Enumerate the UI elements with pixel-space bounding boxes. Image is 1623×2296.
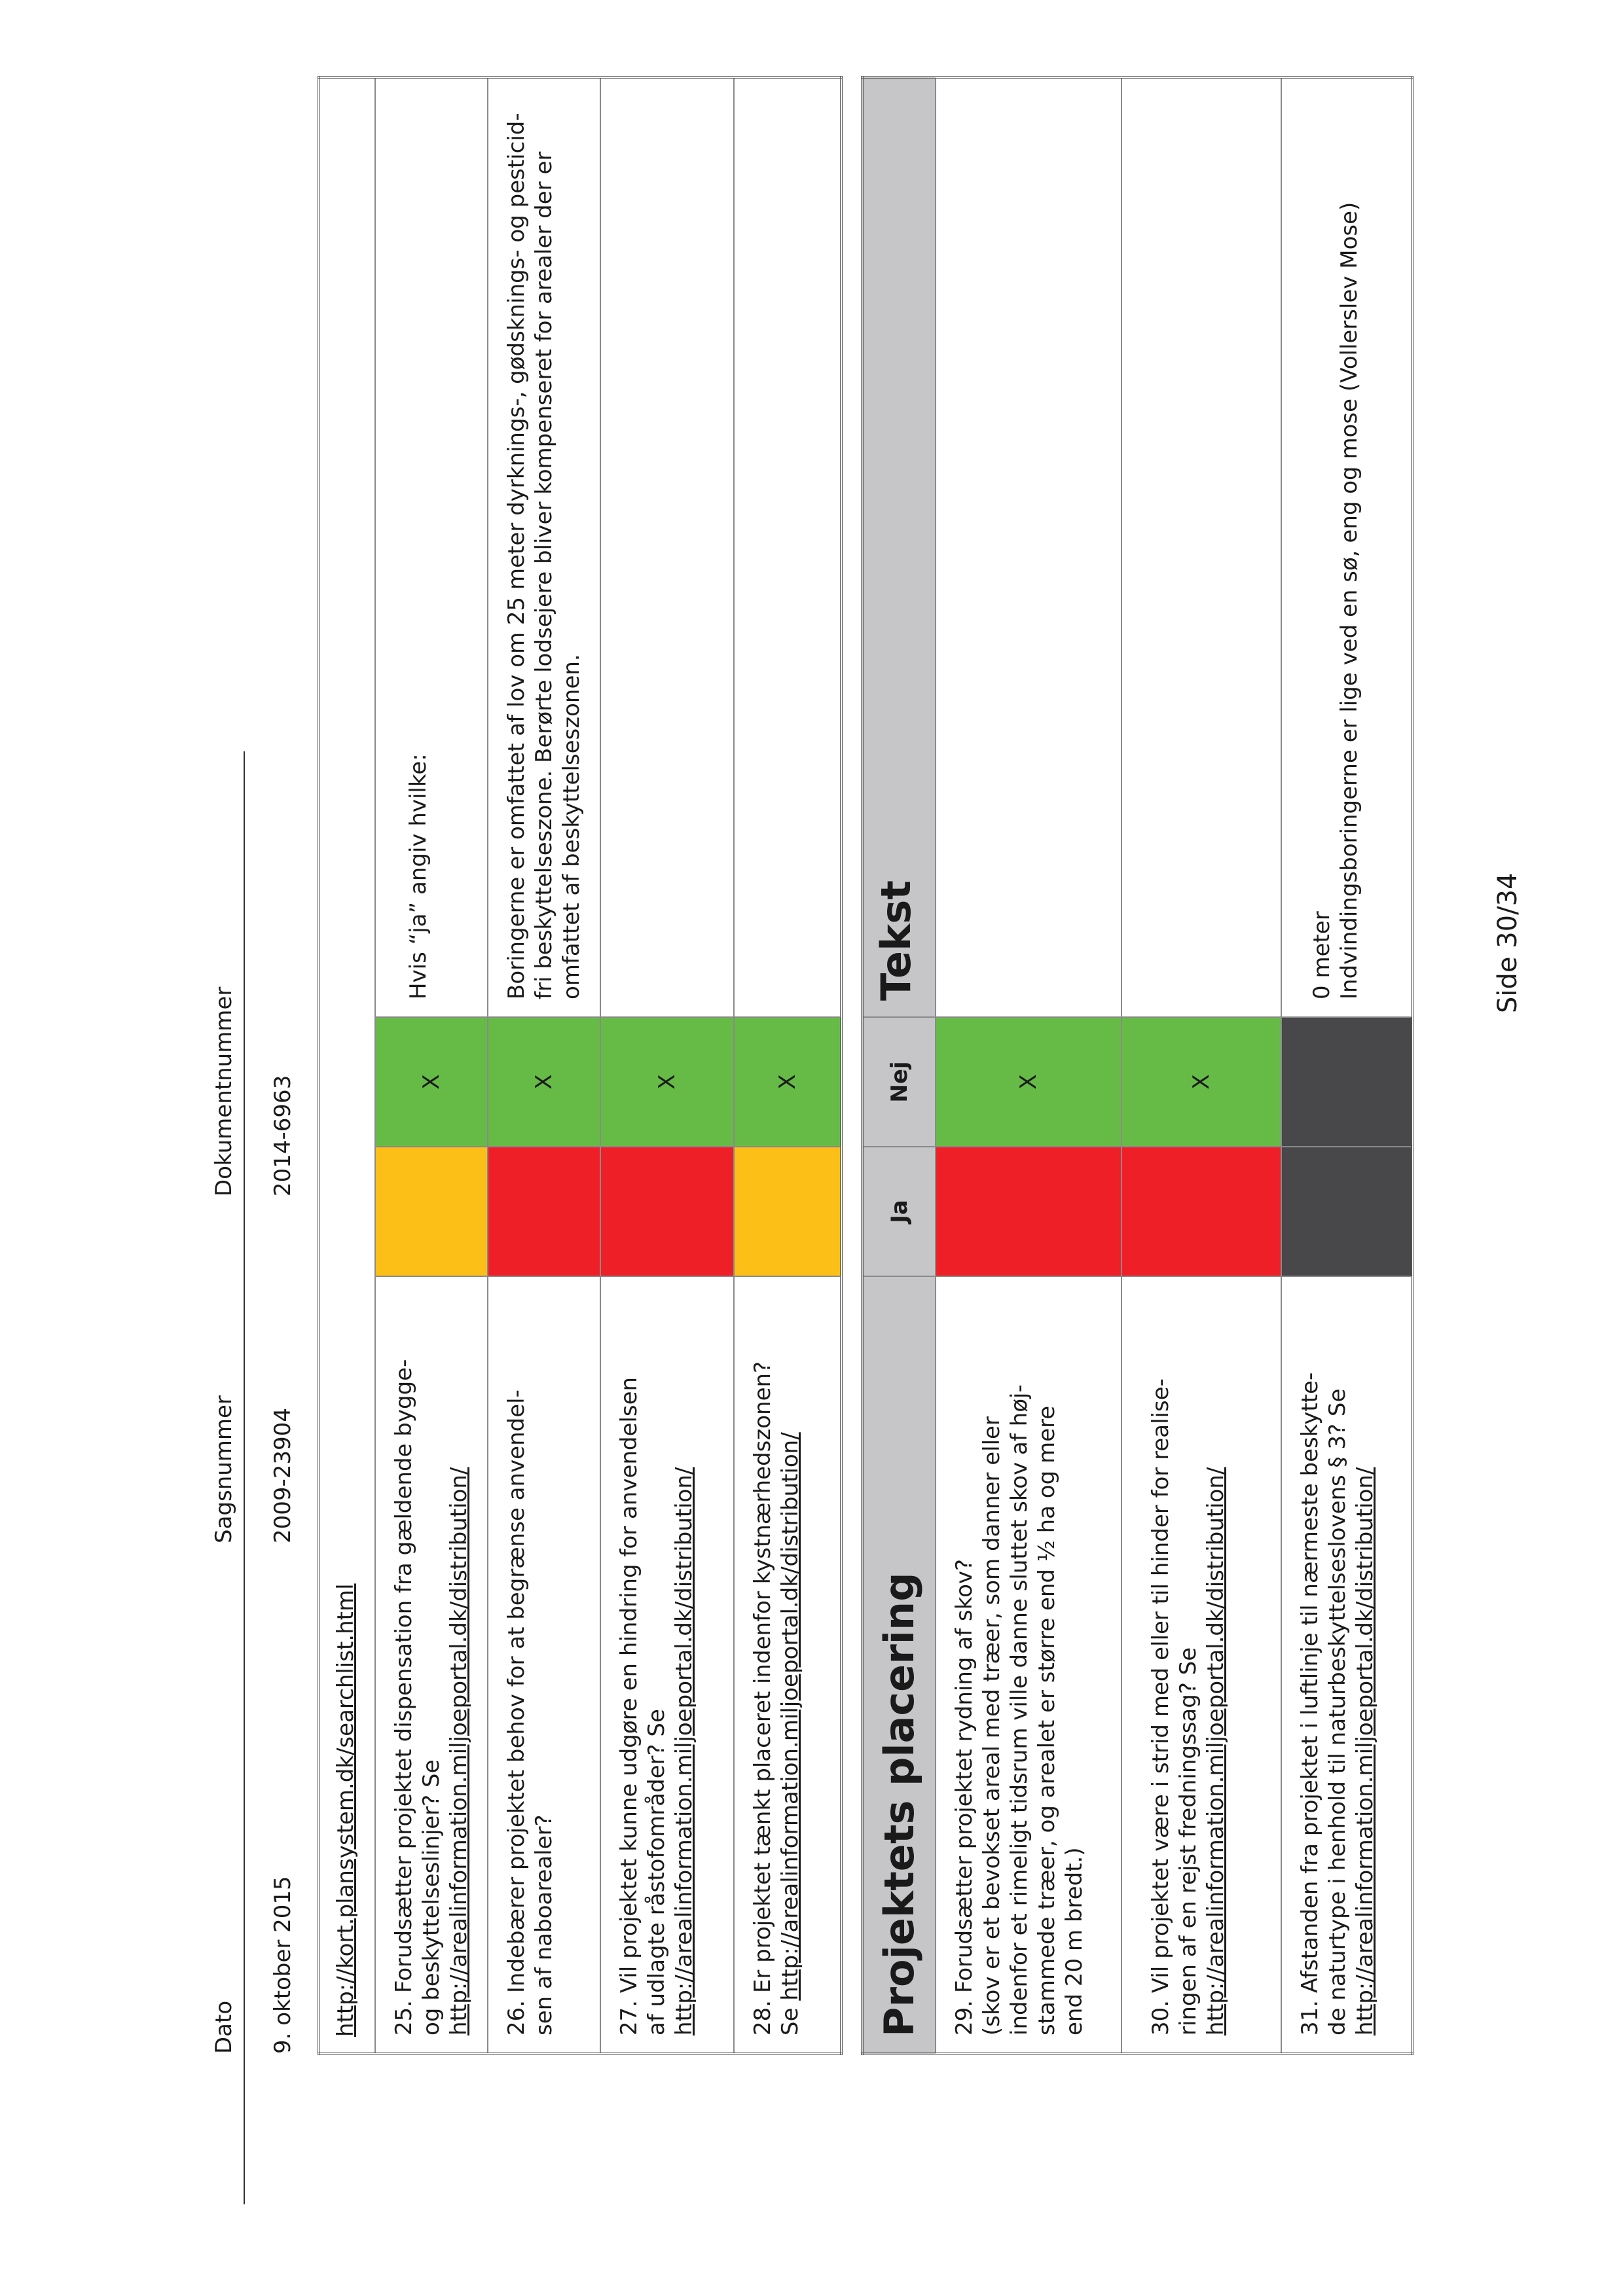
table-row (488, 77, 600, 2054)
question-29-line2: (skov er et bevokset areal med træer, som danner eller (979, 1416, 1005, 2036)
question-30-line1: 30. Vil projektet være i strid med eller til hinder for realise- (1148, 1378, 1174, 2036)
page-number: Side 30/34 (1493, 872, 1523, 1013)
question-30-link[interactable]: http://arealinformation.miljoeportal.dk/distribution/ (1203, 1467, 1229, 2036)
question-31-link[interactable]: http://arealinformation.miljoeportal.dk/distribution/ (1352, 1467, 1378, 2036)
table-row (734, 77, 841, 2054)
question-31-line2: de naturtype i henhold til naturbeskyttelseslovens § 3? Se (1324, 1388, 1351, 2036)
question-29-line3: indenfor et rimeligt tidsrum ville danne sluttet skov af høj- (1006, 1384, 1032, 2036)
col-nej-header: Nej (886, 1061, 913, 1103)
answer-26-line3: omfattet af beskyttelseszonen. (558, 654, 585, 999)
table-row (936, 77, 1122, 2054)
nej-cell (1281, 1017, 1412, 1147)
nej-cell[interactable]: X (734, 1017, 841, 1147)
question-28-link[interactable]: http://arealinformation.miljoeportal.dk/distribution/ (777, 1432, 803, 2001)
table-row (1281, 77, 1412, 2054)
table-row (1122, 77, 1281, 2054)
nej-cell[interactable]: X (488, 1017, 600, 1147)
sagsnummer-label: Sagsnummer (211, 1395, 237, 1543)
link-row (319, 77, 375, 2054)
table-row (600, 77, 734, 2054)
question-28-line2 (776, 1294, 804, 2036)
header-rule (244, 751, 245, 2204)
question-28-se: Se (777, 2007, 803, 2036)
question-25-line1: 25. Forudsætter projektet dispensation fra gældende bygge- (391, 1359, 417, 2036)
answer-29 (936, 77, 1122, 1017)
ja-cell[interactable] (600, 1147, 734, 1276)
col-tekst-header: Tekst (871, 880, 920, 1001)
plansystem-link[interactable]: http://kort.plansystem.dk/searchlist.html (333, 1583, 359, 2037)
answer-28 (734, 77, 841, 1017)
ja-cell[interactable] (375, 1147, 488, 1276)
ja-cell[interactable] (936, 1147, 1122, 1276)
col-ja-header: Ja (886, 1200, 913, 1223)
table-row (375, 77, 488, 2054)
criteria-table-1 (318, 76, 843, 2055)
ja-cell[interactable] (488, 1147, 600, 1276)
answer-30 (1122, 77, 1281, 1017)
ja-cell (1281, 1147, 1412, 1276)
nej-cell[interactable]: X (375, 1017, 488, 1147)
question-27-line1: 27. Vil projektet kunne udgøre en hindring for anvendelsen (616, 1376, 642, 2036)
question-29-line5: end 20 m bredt.) (1061, 1847, 1087, 2036)
answer-31-line1: 0 meter (1309, 911, 1335, 999)
question-29-line1: 29. Forudsætter projektet rydning af skov? (951, 1558, 977, 2036)
question-29-line4: stammede træer, og arealet er større end ½ ha og mere (1034, 1405, 1060, 2036)
ja-cell[interactable] (734, 1147, 841, 1276)
nej-cell[interactable]: X (1122, 1017, 1281, 1147)
question-27-line2: af udlagte råstofområder? Se (644, 1709, 670, 2036)
answer-26-line1: Boringerne er omfattet af lov om 25 meter dyrknings-, gødsknings- og pesticid- (503, 113, 530, 999)
criteria-table-2 (861, 76, 1413, 2055)
table-header-row (862, 77, 936, 2054)
question-31-line1: 31. Afstanden fra projektet i luftlinje til nærmeste beskytte- (1297, 1372, 1323, 2036)
question-27-link[interactable]: http://arealinformation.miljoeportal.dk/distribution/ (671, 1467, 697, 2036)
answer-31-line2: Indvindingsboringerne er lige ved en sø, eng og mose (Vollerslev Mose) (1336, 202, 1362, 999)
question-26-line1: 26. Indebærer projektet behov for at begrænse anvendel- (503, 1390, 530, 2036)
nej-cell[interactable]: X (600, 1017, 734, 1147)
dokumentnummer-value: 2014-6963 (270, 1075, 296, 1196)
question-25-line2: og beskyttelseslinjer? Se (418, 1759, 445, 2036)
nej-cell[interactable]: X (936, 1017, 1122, 1147)
answer-26-line2: fri beskyttelseszone. Berørte lodsejere bliver kompenseret for arealer der er (531, 151, 557, 999)
dokumentnummer-label: Dokumentnummer (211, 986, 237, 1196)
answer-27 (600, 77, 734, 1017)
question-30-line2: ringen af en rejst fredningssag? Se (1175, 1647, 1201, 2036)
sagsnummer-value: 2009-23904 (270, 1408, 296, 1543)
answer-25-line1: Hvis “ja” angiv hvilke: (405, 753, 431, 999)
ja-cell[interactable] (1122, 1147, 1281, 1276)
dato-label: Dato (211, 2000, 237, 2054)
question-28-line1: 28. Er projektet tænkt placeret indenfor kystnærhedszonen? (750, 1361, 776, 2036)
question-26-line2: sen af naboarealer? (531, 1814, 557, 2036)
question-25-link[interactable]: http://arealinformation.miljoeportal.dk/distribution/ (446, 1467, 472, 2036)
section-title: Projektets placering (875, 1572, 923, 2037)
dato-value: 9. oktober 2015 (270, 1876, 296, 2054)
